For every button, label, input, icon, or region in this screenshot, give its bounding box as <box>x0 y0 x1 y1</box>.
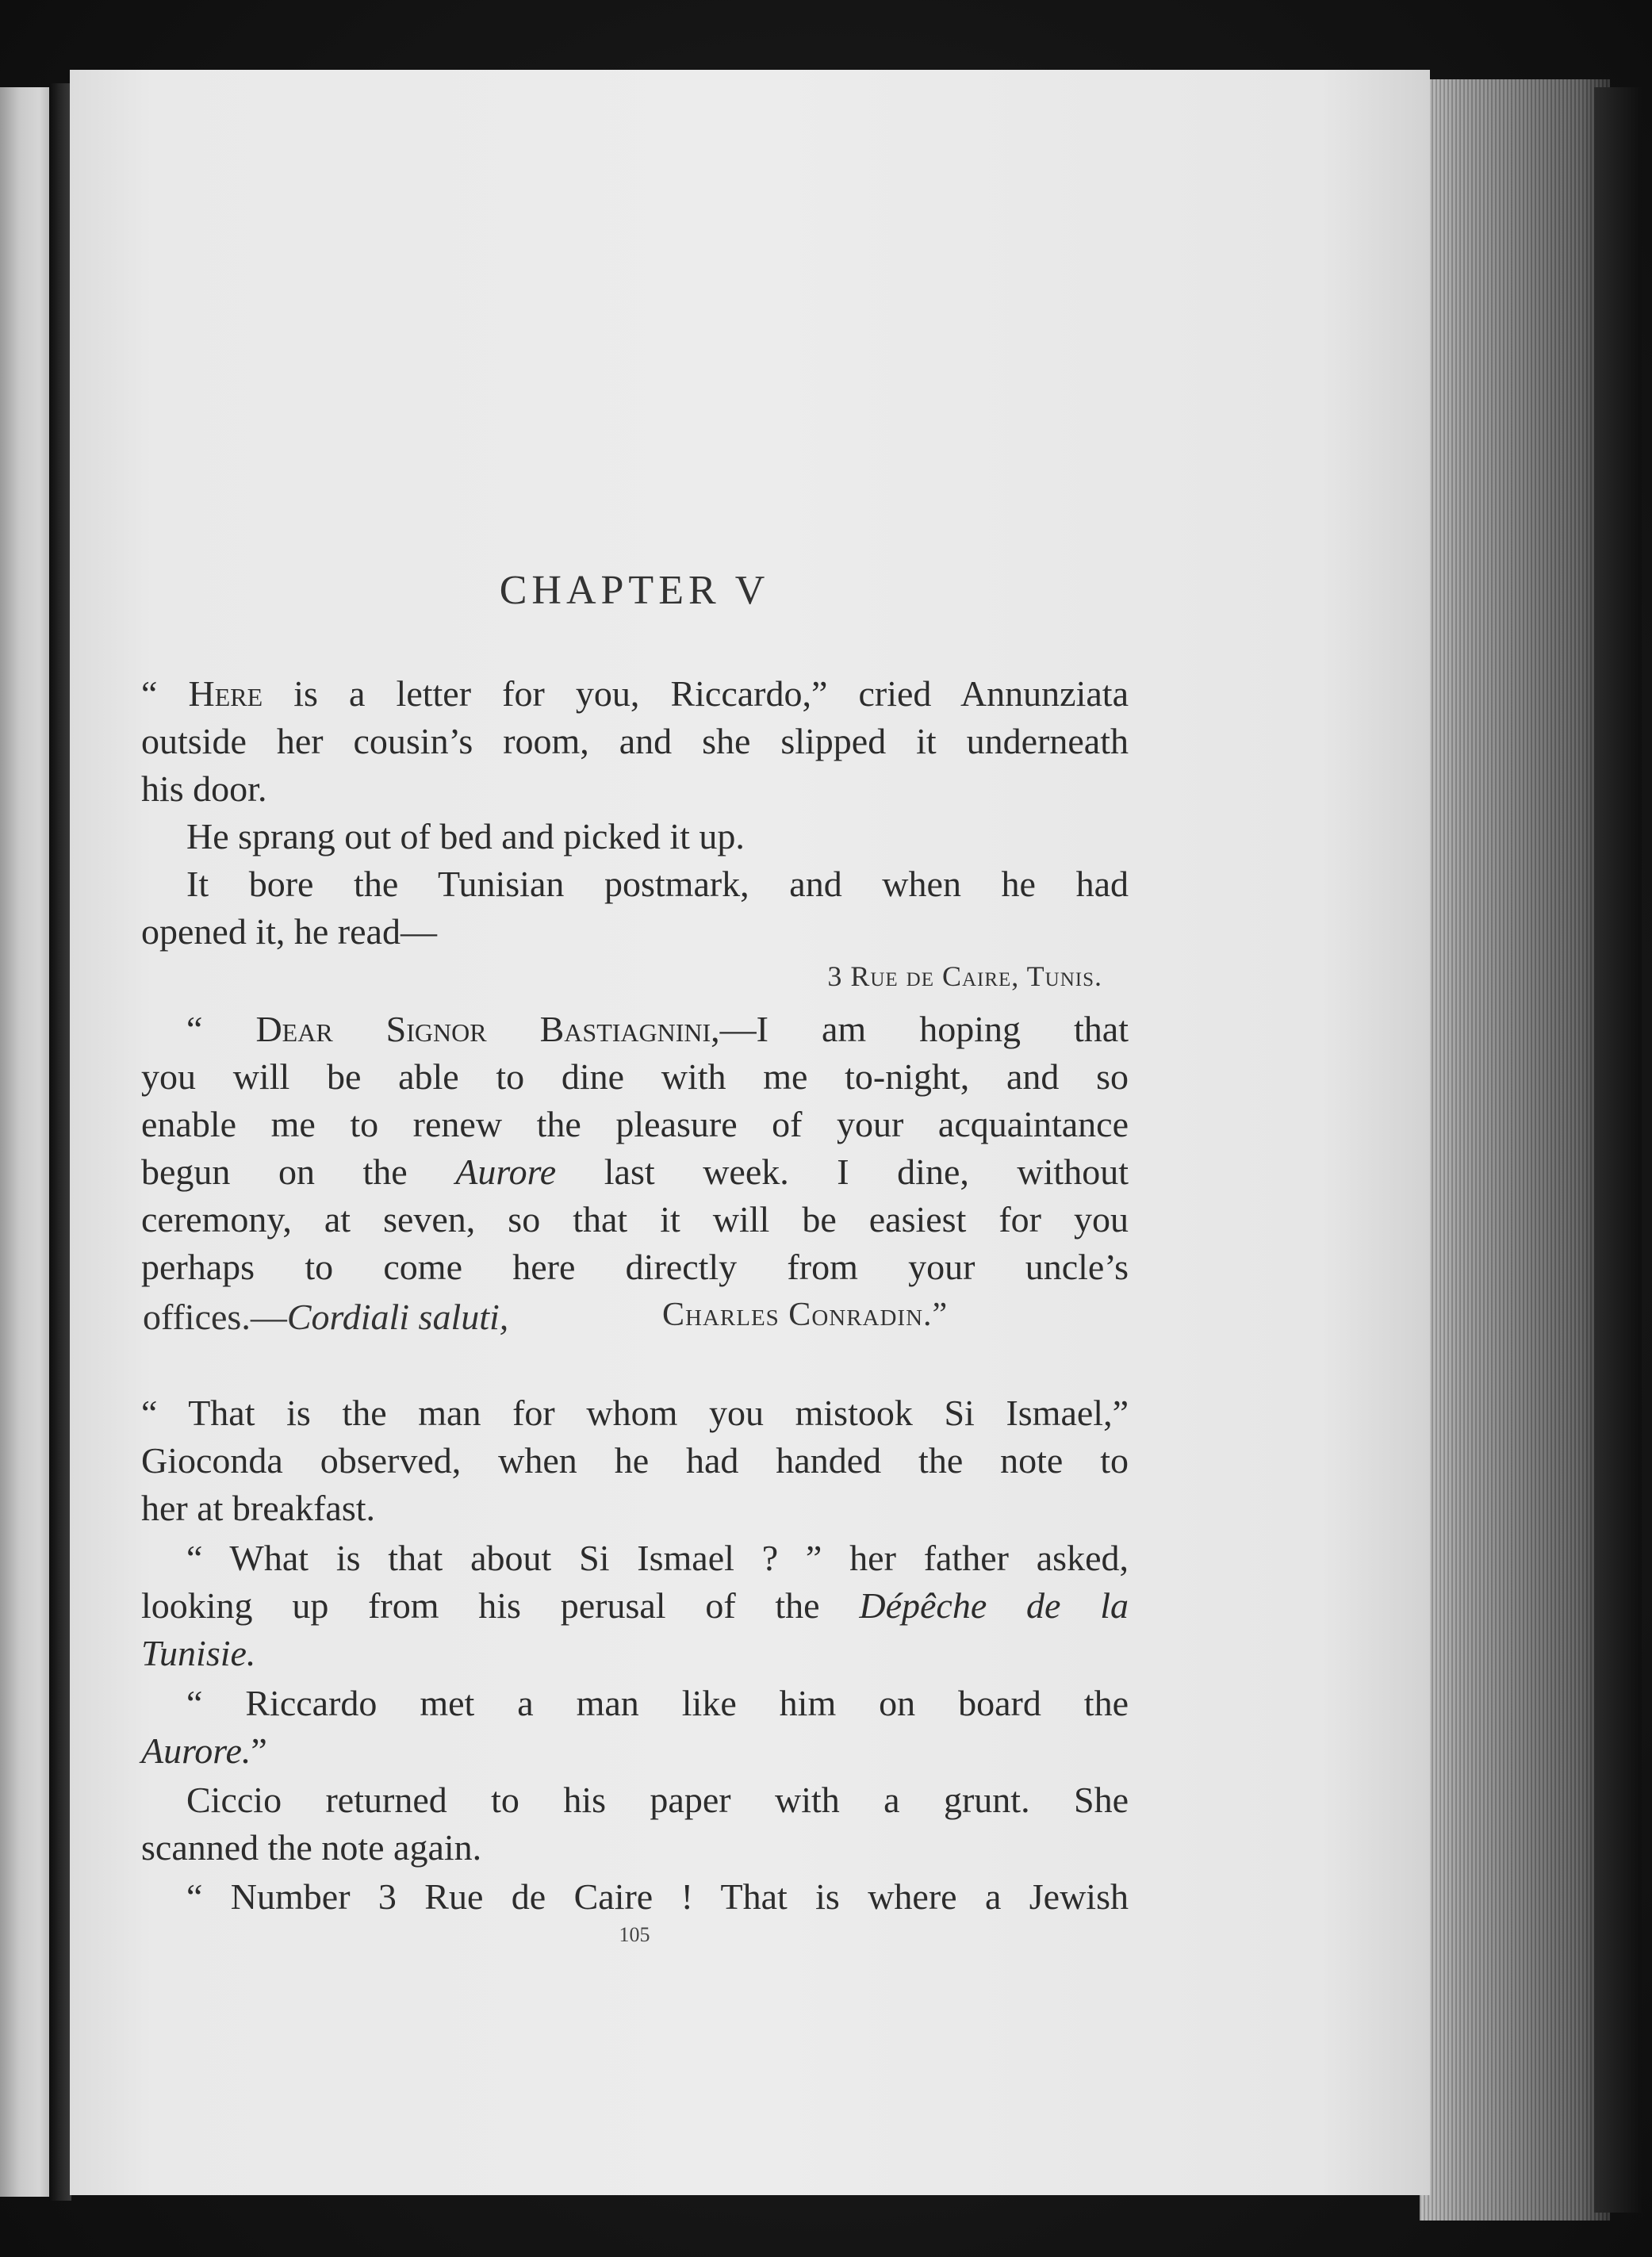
text-line: Gioconda observed, when he had handed the note to <box>141 1440 1129 1481</box>
text-line: ceremony, at seven, so that it will be easiest for you <box>141 1199 1129 1240</box>
text-line: you will be able to dine with me to-night, and so <box>141 1056 1129 1097</box>
text-line: his door. <box>141 768 267 809</box>
letter-address: 3 Rue de Caire, Tunis. <box>827 960 1102 992</box>
text-line: “ That is the man for whom you mistook Si Ismael,” <box>141 1393 1129 1433</box>
text-line: Ciccio returned to his paper with a grunt. She <box>186 1780 1129 1820</box>
text-line: looking up from his perusal of the Dépêche de la <box>141 1585 1129 1626</box>
letter-signature: Charles Conradin.” <box>662 1297 949 1333</box>
text-line: outside her cousin’s room, and she slipped it underneath <box>141 721 1129 761</box>
text-line: scanned the note again. <box>141 1827 482 1868</box>
text-line: He sprang out of bed and picked it up. <box>186 816 745 856</box>
text-line: begun on the Aurore last week. I dine, without <box>141 1151 1129 1192</box>
text-line: opened it, he read— <box>141 911 437 952</box>
text-line: “ Number 3 Rue de Caire ! That is where a Jewish <box>186 1876 1129 1917</box>
book-gutter <box>49 83 71 2201</box>
text-line: Tunisie. <box>141 1633 256 1673</box>
text-line: “ Riccardo met a man like him on board the <box>186 1683 1129 1723</box>
text-line: her at breakfast. <box>141 1488 376 1528</box>
text-line: It bore the Tunisian postmark, and when he had <box>186 864 1129 904</box>
text-line: “ Dear Signor Bastiagnini,—I am hoping that <box>186 1009 1129 1049</box>
text-line: perhaps to come here directly from your uncle’s <box>141 1247 1129 1287</box>
page-number: 105 <box>619 1923 650 1946</box>
text-line: enable me to renew the pleasure of your acquaintance <box>141 1104 1129 1144</box>
text-line: Aurore.” <box>141 1730 267 1771</box>
chapter-heading: CHAPTER V <box>499 568 770 613</box>
text-line: “ What is that about Si Ismael ? ” her father asked, <box>186 1538 1129 1578</box>
page-edges <box>1420 79 1610 2221</box>
book-cover-edge <box>1594 87 1642 2213</box>
facing-page-edge <box>0 87 49 2197</box>
letter-closing: offices.—Cordiali saluti, <box>143 1297 509 1337</box>
text-line: “ Here is a letter for you, Riccardo,” cried Annunziata <box>141 673 1129 714</box>
